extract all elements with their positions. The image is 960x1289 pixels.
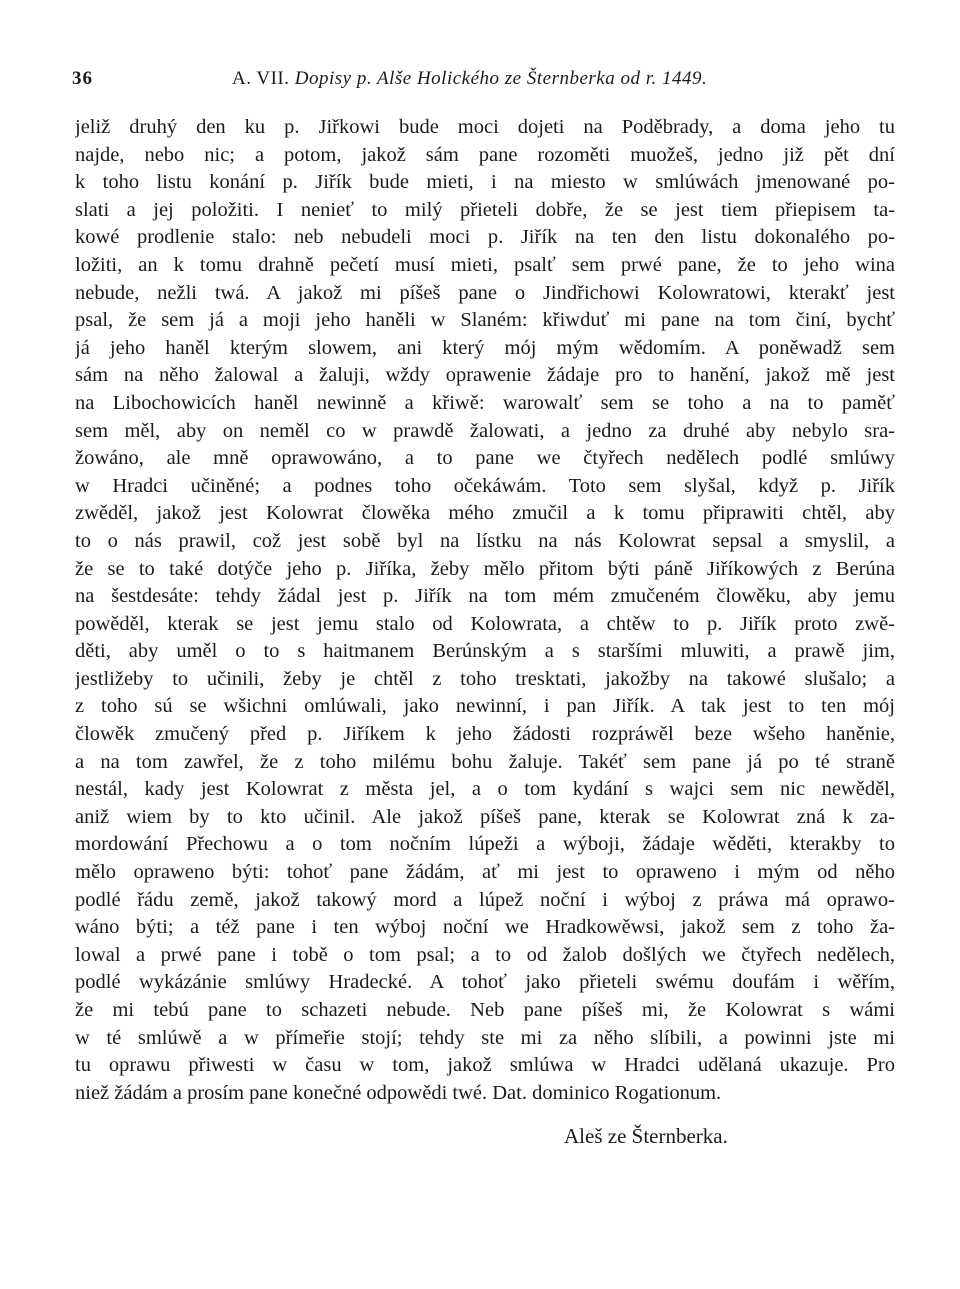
text-line: nestál, kady jest Kolowrat z města jel, a o tom kydání s wajci sem nic newěděl, — [75, 778, 895, 801]
text-line: sem měl, aby on neměl co w prawdě žalowati, a jedno za druhé aby nebylo sra- — [75, 419, 895, 442]
text-line: člowěk zmučený před p. Jiříkem k jeho žádosti rozpráwěl beze wšeho haněnie, — [75, 723, 895, 746]
text-line: psal, že sem já a moji jeho haněli w Slaném: křiwduť mi pane na tom činí, bychť — [75, 309, 895, 332]
text-line: a na tom zawřel, že z toho milému bohu žaluje. Takéť sem pane já po té straně — [75, 750, 895, 773]
text-line: že mi tebú pane to schazeti nebude. Neb pane píšeš mi, že Kolowrat s wámi — [75, 999, 895, 1021]
text-line: jeliž druhý den ku p. Jiřkowi bude moci dojeti na Poděbrady, a doma jeho tu — [75, 116, 895, 138]
text-line: ložiti, an k tomu drahně pečetí musí mieti, psalť sem prwé pane, že to jeho wina — [75, 253, 895, 276]
text-line: sám na něho žalowal a žaluji, wždy oprawenie žádaje pro to hanění, jakož mě jest — [75, 364, 895, 387]
text-line: podlé wykázánie smlúwy Hradecké. A tohoť jako přieteli swému doufám i wěřím, — [75, 971, 895, 994]
text-line: na šestdesáte: tehdy žádal jest p. Jiřík na tom mém zmučeném člowěku, aby jemu — [75, 585, 895, 608]
text-line: podlé řádu země, jakož takowý mord a lúpež noční i wýboj z práwa má oprawo- — [75, 888, 895, 911]
section-label: A. VII. — [232, 68, 290, 89]
text-line: powěděl, kterak se jest jemu stalo od Kolowrata, a chtěw to p. Jiřík proto zwě- — [75, 612, 895, 635]
text-line: já jeho haněl kterým slowem, ani který mój mým wědomím. A poněwadž sem — [75, 336, 895, 359]
text-line: žowáno, ale mně oprawowáno, a to pane we čtyřech nedělech podlé smlúwy — [75, 447, 895, 470]
text-line: jestližeby to učinili, žeby je chtěl z toho tresktati, jakožby na takowé slušalo; a — [75, 667, 895, 690]
text-line: slati a jej položiti. I nenieť to milý přieteli dobře, že se jest tiem přiepisem ta- — [75, 198, 895, 221]
document-title: Dopisy p. Alše Holického ze Šternberka od r. 1449. — [294, 68, 708, 89]
text-line: mordowání Přechowu a o tom nočním lúpeži a wýboji, žádaje wěděti, kterakby to — [75, 833, 895, 856]
text-line: na Libochowicích haněl newinně a křiwě: warowalť sem se toho a na to paměť — [75, 391, 895, 414]
text-line: že se to také dotýče jeho p. Jiříka, žeby mělo přitom býti páně Jiříkowých z Berúna — [75, 557, 895, 580]
text-line: aniž wiem by to kto učinil. Ale jakož píšeš pane, kterak se Kolowrat zná k za- — [75, 805, 895, 828]
text-line: děti, aby uměl o to s haitmanem Berúnským a s staršími mluwiti, a prawě jim, — [75, 640, 895, 663]
text-line: niež žádám a prosím pane konečné odpowědi twé. Dat. dominico Rogationum. — [75, 1081, 722, 1104]
page-header — [72, 68, 892, 98]
text-line: lowal a prwé pane i tobě o tom psal; a to od žalob došlých we čtyřech nedělech, — [75, 943, 895, 966]
text-line: najde, nebo nic; a potom, jakož sám pane rozoměti muožeš, jedno již pět dní — [75, 143, 895, 166]
text-line: tu oprawu přiwesti w času w tom, jakož smlúwa w Hradci udělaná ukazuje. Pro — [75, 1054, 895, 1077]
text-line: w Hradci učiněné; a podnes toho očekáwám. Toto sem slyšal, když p. Jiřík — [75, 474, 895, 497]
text-line: kowé prodlenie stalo: neb nebudeli moci p. Jiřík na ten den listu dokonalého po- — [75, 226, 895, 249]
letter-body — [75, 114, 895, 1107]
text-line: to o nás prawil, což jest sobě byl na lístku na nás Kolowrat sepsal a smyslil, a — [75, 529, 895, 552]
text-line: w té smlúwě a w přímeřie stojí; tehdy ste mi za něho slíbili, a powinni jste mi — [75, 1026, 895, 1049]
text-line: nebude, nežli twá. A jakož mi píšeš pane o Jindřichowi Kolowratowi, kterakť jest — [75, 281, 895, 304]
text-line: mělo oprawenо býti: tohoť pane žádám, ať mi jest to oprawenо i mým od něho — [75, 861, 895, 884]
text-line: zwěděl, jakož jest Kolowrat člowěka mého zmučil a k tomu připrawiti chtěl, aby — [75, 502, 895, 525]
running-head — [232, 68, 707, 90]
page-number: 36 — [72, 68, 93, 89]
text-line: k toho listu konání p. Jiřík bude mieti, i na miesto w smlúwách jmenowané po- — [75, 171, 895, 194]
text-line: z toho sú se wšichni omlúwali, jako newinní, i pan Jiřík. A tak jest to ten mój — [75, 695, 895, 718]
text-line: wáno býti; a též pane i ten wýboj noční we Hradkowěwsi, jakož sem z toho ža- — [75, 916, 895, 939]
signature: Aleš ze Šternberka. — [564, 1124, 728, 1148]
